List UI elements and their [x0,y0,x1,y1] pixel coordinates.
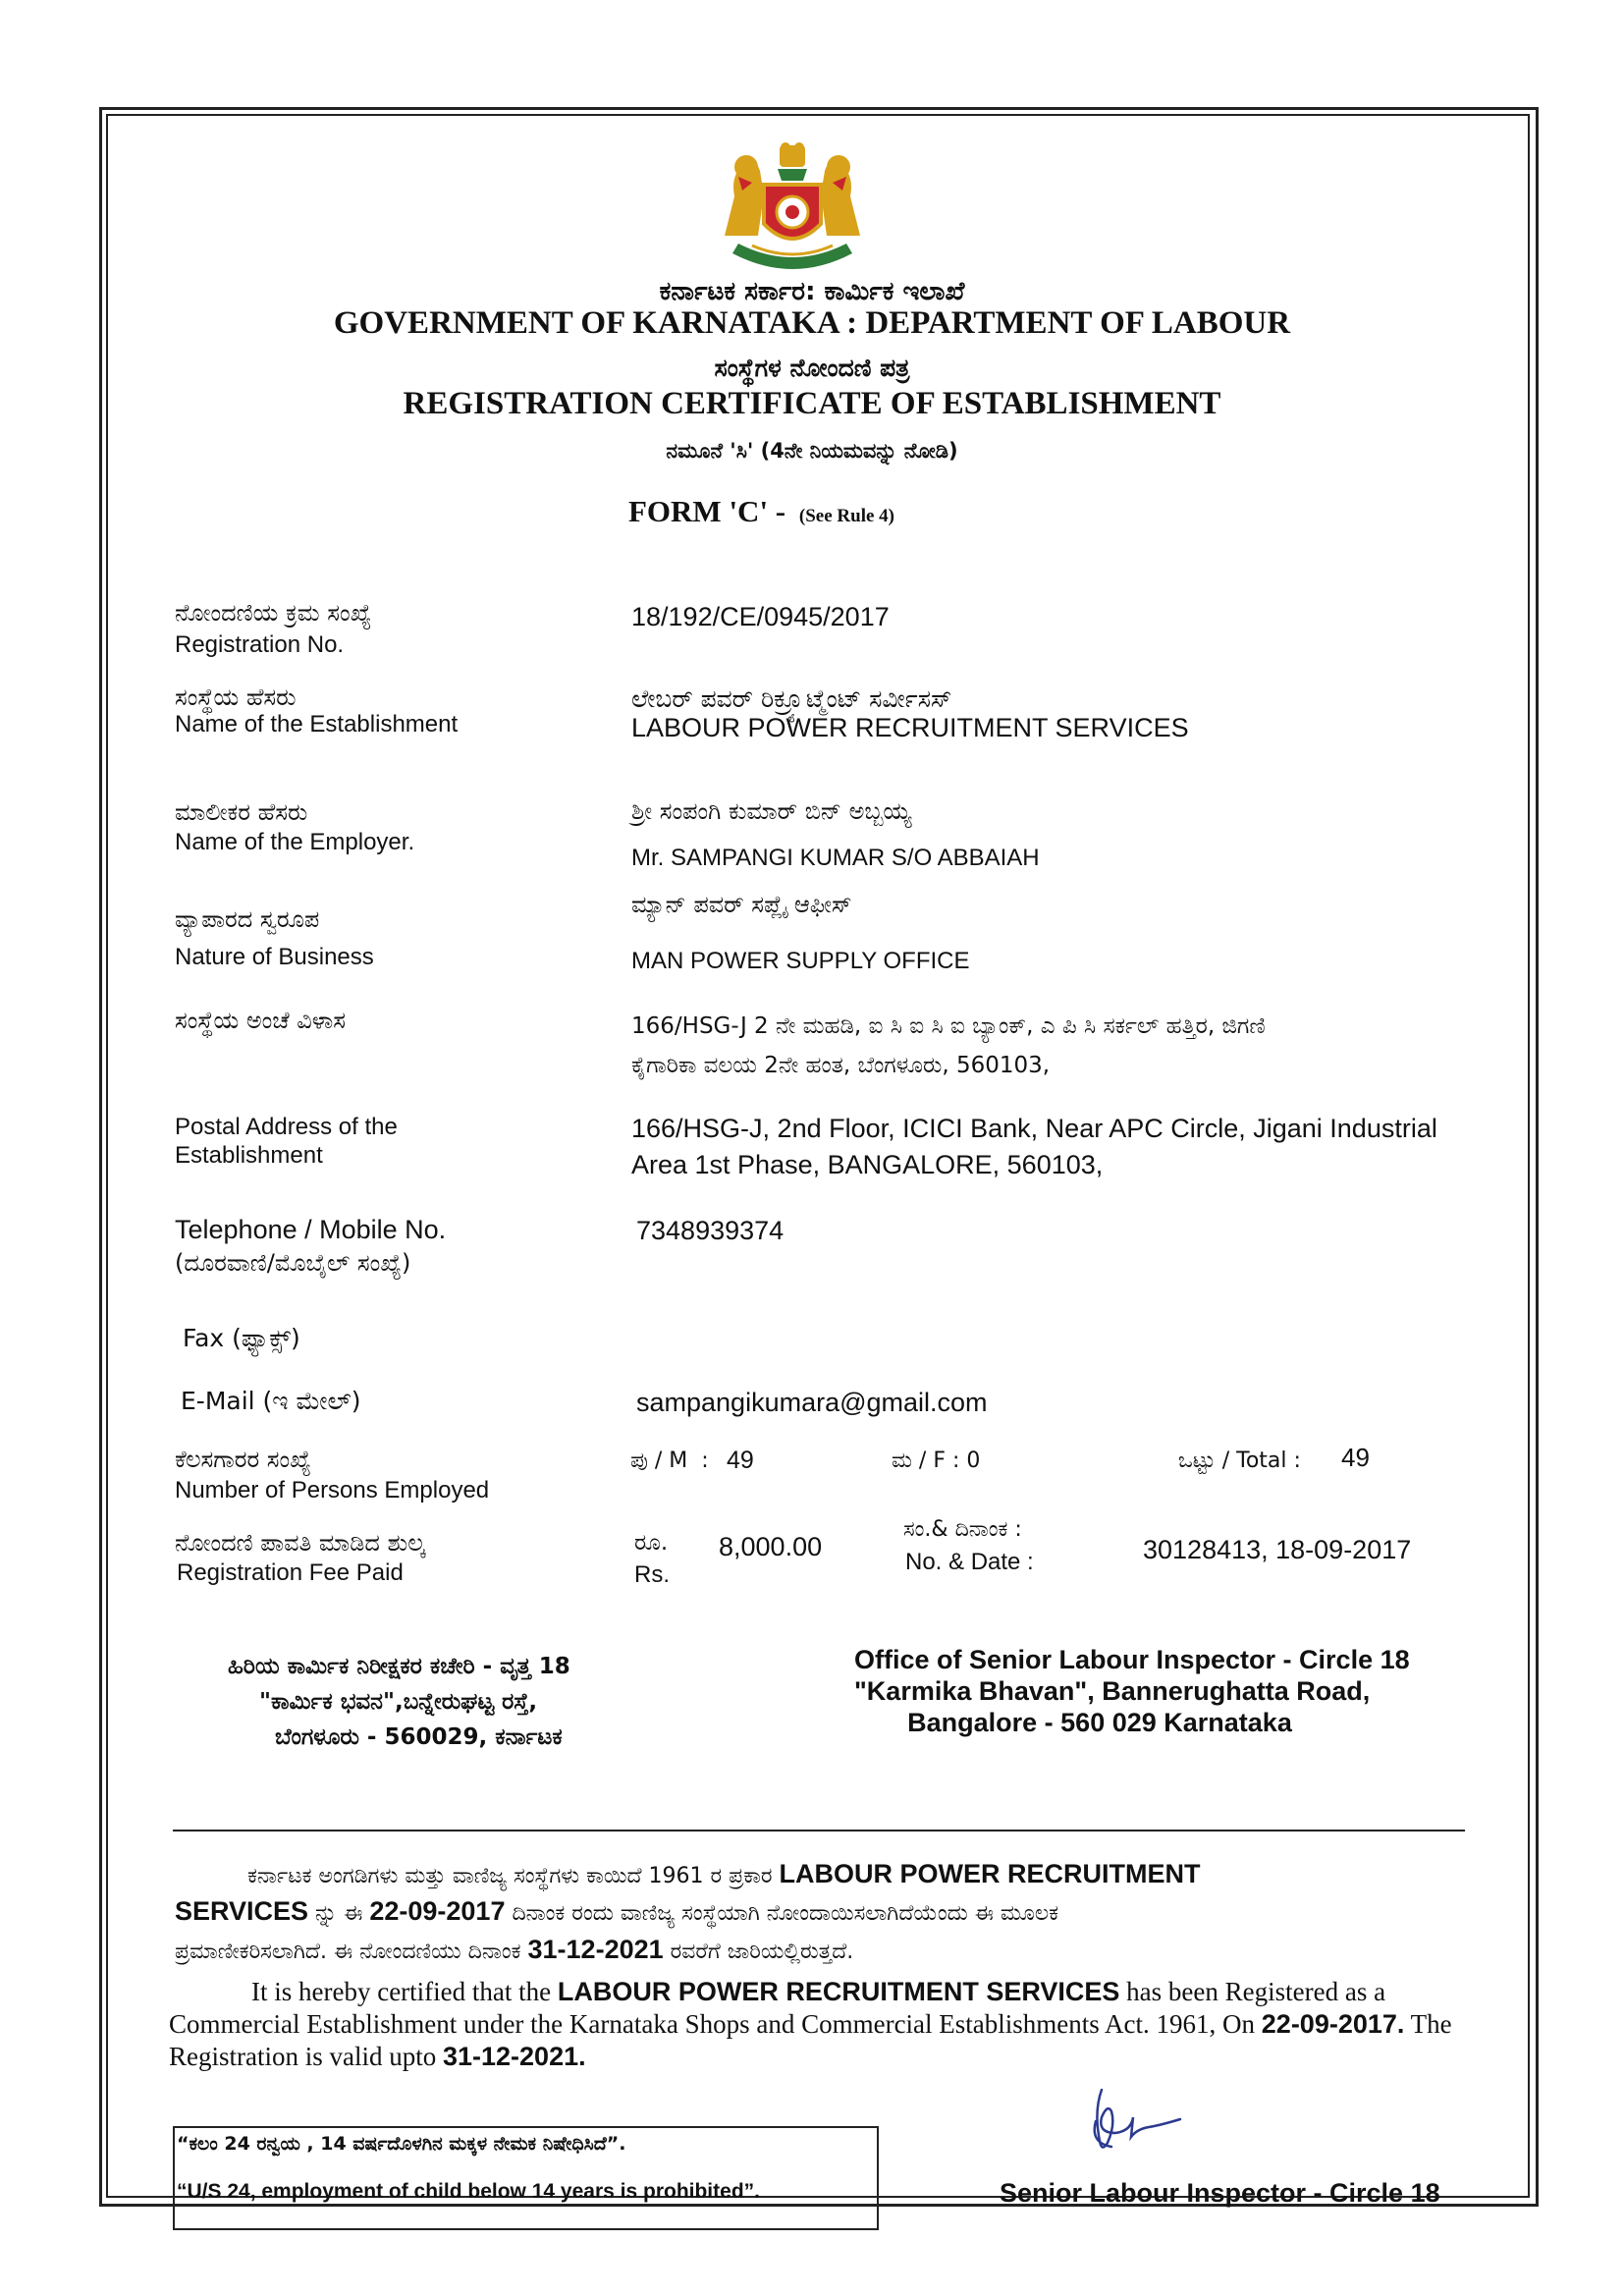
employer-name-value-kannada: ಶ್ರೀ ಸಂಪಂಗಿ ಕುಮಾರ್ ಬಿನ್ ಅಬ್ಬಯ್ಯ [631,797,912,825]
certification-kannada-text: ಕರ್ನಾಟಕ ಅಂಗಡಿಗಳು ಮತ್ತು ವಾಣಿಜ್ಯ ಸಂಸ್ಥೆಗಳು ಕಾಯಿದೆ 1961 ರ ಪ್ರಕಾರ [247,1864,780,1888]
email-value: sampangikumara@gmail.com [636,1388,988,1417]
office-address-line3: Bangalore - 560 029 Karnataka [907,1708,1292,1737]
receipt-number-date-label: No. & Date : [905,1549,1034,1575]
phone-label: Telephone / Mobile No. [175,1215,447,1244]
employer-name-value: Mr. SAMPANGI KUMAR S/O ABBAIAH [631,845,1040,871]
phone-label-kannada: (ದೂರವಾಣಿ/ಮೊಬೈಲ್ ಸಂಖ್ಯೆ) [175,1249,411,1277]
registration-fee-label-kannada: ನೋಂದಣಿ ಪಾವತಿ ಮಾಡಿದ ಶುಲ್ಕ [175,1529,426,1557]
total-count-value: 49 [1341,1443,1370,1472]
postal-address-label-line2: Establishment [175,1142,323,1169]
establishment-name-value: LABOUR POWER RECRUITMENT SERVICES [631,713,1189,742]
postal-address-value-kannada-line1: 166/HSG-J 2 ನೇ ಮಹಡಿ, ಐ ಸಿ ಐ ಸಿ ಐ ಬ್ಯಾಂಕ್, ಎ ಪಿ ಸಿ ಸರ್ಕಲ್ ಹತ್ತಿರ, ಜಿಗಣಿ [631,1013,1266,1039]
certification-kannada-line3 [175,1935,853,1965]
signatory-title: Senior Labour Inspector - Circle 18 [1000,2178,1440,2208]
form-rule-reference: (See Rule 4) [798,506,894,526]
fax-label: Fax (ಫ್ಯಾಕ್ಸ್) [183,1324,300,1352]
registration-number-value: 18/192/CE/0945/2017 [631,602,890,631]
child-labour-warning: “U/S 24, employment of child below 14 years is prohibited”. [177,2180,760,2203]
registration-fee-label: Registration Fee Paid [177,1559,404,1586]
business-nature-label-kannada: ವ್ಯಾಪಾರದ ಸ್ವರೂಪ [175,905,320,933]
persons-employed-label-kannada: ಕೆಲಸಗಾರರ ಸಂಖ್ಯೆ [175,1446,311,1473]
certification-kannada-text: ನ್ನು ಈ [308,1901,370,1926]
office-address-line1: Office of Senior Labour Inspector - Circle 18 [854,1645,1410,1674]
section-divider [173,1830,1465,1831]
registration-number-label-kannada: ನೋಂದಣಿಯ ಕ್ರಮ ಸಂಖ್ಯೆ [175,599,372,627]
employer-name-label: Name of the Employer. [175,829,415,855]
receipt-number-date-label-kannada: ಸಂ.& ದಿನಾಂಕ : [903,1517,1022,1542]
office-address-kannada-line3: ಬೆಂಗಳೂರು - 560029, ಕರ್ನಾಟಕ [275,1724,563,1750]
karnataka-emblem-icon [713,137,872,285]
child-labour-warning-kannada: “ಕಲಂ 24 ರನ್ವಯ , 14 ವರ್ಷದೊಳಗಿನ ಮಕ್ಕಳ ನೇಮಕ ನಿಷೇಧಿಸಿದೆ”. [177,2133,626,2155]
postal-address-value-kannada-line2: ಕೈಗಾರಿಕಾ ವಲಯ 2ನೇ ಹಂತ, ಬೆಂಗಳೂರು, 560103, [631,1053,1051,1078]
office-address-kannada-line1: ಹಿರಿಯ ಕಾರ್ಮಿಕ ನಿರೀಕ್ಷಕರ ಕಚೇರಿ - ವೃತ್ತ 18 [228,1654,570,1679]
office-address-line2: "Karmika Bhavan", Bannerughatta Road, [854,1676,1371,1706]
business-nature-value: MAN POWER SUPPLY OFFICE [631,948,970,974]
registration-fee-value: 8,000.00 [719,1532,823,1561]
postal-address-value-line2: Area 1st Phase, BANGALORE, 560103, [631,1150,1104,1179]
postal-address-label-kannada: ಸಂಸ್ಥೆಯ ಅಂಚೆ ವಿಳಾಸ [175,1007,346,1034]
female-count: ಮ / F : 0 [892,1449,981,1473]
establishment-name-label: Name of the Establishment [175,711,459,738]
certification-kannada-text: ದಿನಾಂಕ ರಂದು ವಾಣಿಜ್ಯ ಸಂಸ್ಥೆಯಾಗಿ ನೋಂದಾಯಿಸಲಾಗಿದೆಯೆಂದು ಈ ಮೂಲಕ [505,1901,1059,1926]
department-title-kannada: ಕರ್ನಾಟಕ ಸರ್ಕಾರ: ಕಾರ್ಮಿಕ ಇಲಾಖೆ [659,277,965,306]
business-nature-value-kannada: ಮ್ಯಾನ್ ಪವರ್ ಸಪ್ಲೈ ಆಫೀಸ್ [631,891,852,918]
certification-kannada-line2 [175,1896,1058,1927]
certificate-title-kannada: ಸಂಸ್ಥೆಗಳ ನೋಂದಣಿ ಪತ್ರ [714,354,910,382]
certification-text: It is hereby certified that the [251,1977,558,2006]
certificate-title-english: REGISTRATION CERTIFICATE OF ESTABLISHMENT [403,386,1221,421]
establishment-name-label-kannada: ಸಂಸ್ಥೆಯ ಹೆಸರು [175,683,297,711]
persons-employed-label: Number of Persons Employed [175,1477,490,1503]
phone-value: 7348939374 [636,1216,785,1245]
business-nature-label: Nature of Business [175,944,374,970]
certification-kannada-line1 [247,1859,1201,1889]
certification-kannada-text: ಪ್ರಮಾಣೀಕರಿಸಲಾಗಿದೆ. ಈ ನೋಂದಣಿಯು ದಿನಾಂಕ [175,1940,528,1964]
validity-date-inline: 31-12-2021 [527,1935,664,1964]
postal-address-value-line1: 166/HSG-J, 2nd Floor, ICICI Bank, Near APC Circle, Jigani Industrial [631,1114,1437,1143]
registration-date-inline: 22-09-2017 [369,1896,506,1926]
certification-text: Registration is valid upto [169,2042,443,2071]
establishment-name-inline: LABOUR POWER RECRUITMENT [779,1859,1201,1888]
certification-english-line1 [251,1976,1385,2008]
registration-date-inline: 22-09-2017. [1261,2009,1405,2039]
establishment-name-inline-cont: SERVICES [175,1896,309,1926]
email-label: E-Mail (ಇ ಮೇಲ್) [181,1387,361,1415]
certification-text: has been Registered as a [1119,1977,1386,2006]
establishment-name-inline: LABOUR POWER RECRUITMENT SERVICES [557,1977,1120,2006]
rupees-label-kannada: ರೂ. [634,1530,669,1556]
male-count-value: 49 [727,1447,754,1474]
department-title-english: GOVERNMENT OF KARNATAKA : DEPARTMENT OF LABOUR [333,305,1291,341]
office-address-english [854,1644,1410,1738]
signature-icon [1072,2082,1210,2160]
establishment-name-value-kannada: ಲೇಬರ್ ಪವರ್ ರಿಕ್ರ್ಯೂಟ್ಮೆಂಟ್ ಸರ್ವೀಸಸ್ [631,684,952,713]
certification-kannada-text: ರವರೆಗೆ ಜಾರಿಯಲ್ಲಿರುತ್ತದೆ. [663,1940,854,1964]
form-label: FORM 'C' - [628,494,786,528]
validity-date-inline: 31-12-2021. [442,2042,586,2071]
certification-text: The [1404,2009,1452,2039]
male-count-label: ಪು / M : [630,1449,709,1473]
form-title-kannada: ನಮೂನೆ 'ಸಿ' (4ನೇ ನಿಯಮವನ್ನು ನೋಡಿ) [666,439,958,463]
certification-english-line3 [169,2041,586,2073]
total-count-label: ಒಟ್ಟು / Total : [1178,1449,1301,1473]
postal-address-label-line1: Postal Address of the [175,1114,398,1140]
receipt-number-date-value: 30128413, 18-09-2017 [1143,1535,1412,1564]
certification-text: Commercial Establishment under the Karnataka Shops and Commercial Establishments Act. 1961, On [169,2009,1262,2039]
employer-name-label-kannada: ಮಾಲೀಕರ ಹೆಸರು [175,798,308,826]
registration-number-label: Registration No. [175,631,345,658]
office-address-kannada-line2: "ಕಾರ್ಮಿಕ ಭವನ",ಬನ್ನೇರುಘಟ್ಟ ರಸ್ತೆ, [259,1689,538,1715]
certification-english-line2 [169,2008,1452,2041]
rupees-label: Rs. [634,1561,670,1588]
form-title-english [628,494,894,529]
